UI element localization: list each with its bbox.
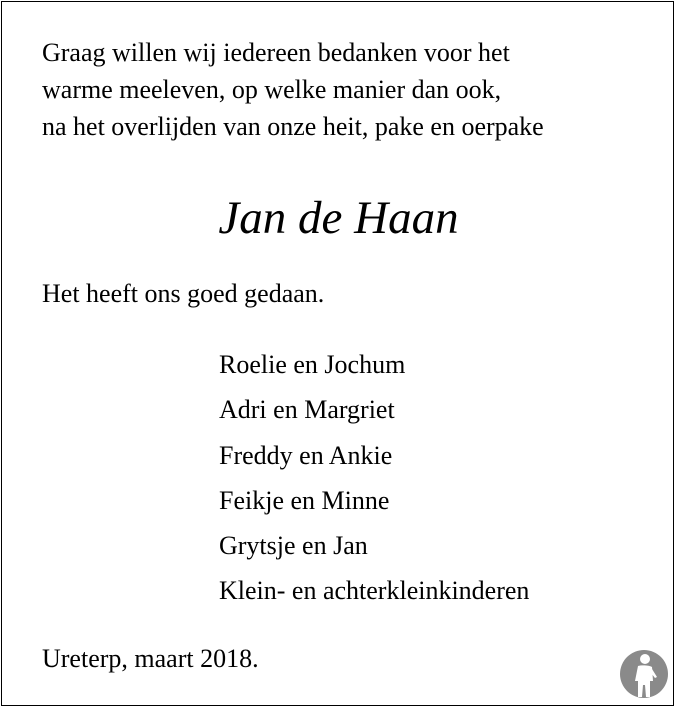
person-silhouette-icon xyxy=(619,647,669,701)
deceased-name: Jan de Haan xyxy=(218,192,459,244)
family-line: Klein- en achterkleinkinderen xyxy=(219,576,530,606)
family-list xyxy=(219,342,529,614)
intro-line: na het overlijden van onze heit, pake en oerpake xyxy=(42,112,544,141)
family-line: Roelie en Jochum xyxy=(219,350,406,379)
family-line: Freddy en Ankie xyxy=(219,440,393,470)
thanks-line: Het heeft ons goed gedaan. xyxy=(42,279,325,308)
place-date: Ureterp, maart 2018. xyxy=(42,644,259,673)
announcement-card xyxy=(1,1,674,706)
family-line: Adri en Margriet xyxy=(219,395,395,425)
family-line: Grytsje en Jan xyxy=(219,531,368,561)
intro-line: Graag willen wij iedereen bedanken voor het xyxy=(42,38,510,67)
intro-text xyxy=(42,34,544,145)
intro-line: warme meeleven, op welke manier dan ook, xyxy=(42,75,502,104)
family-line: Feikje en Minne xyxy=(219,485,390,515)
